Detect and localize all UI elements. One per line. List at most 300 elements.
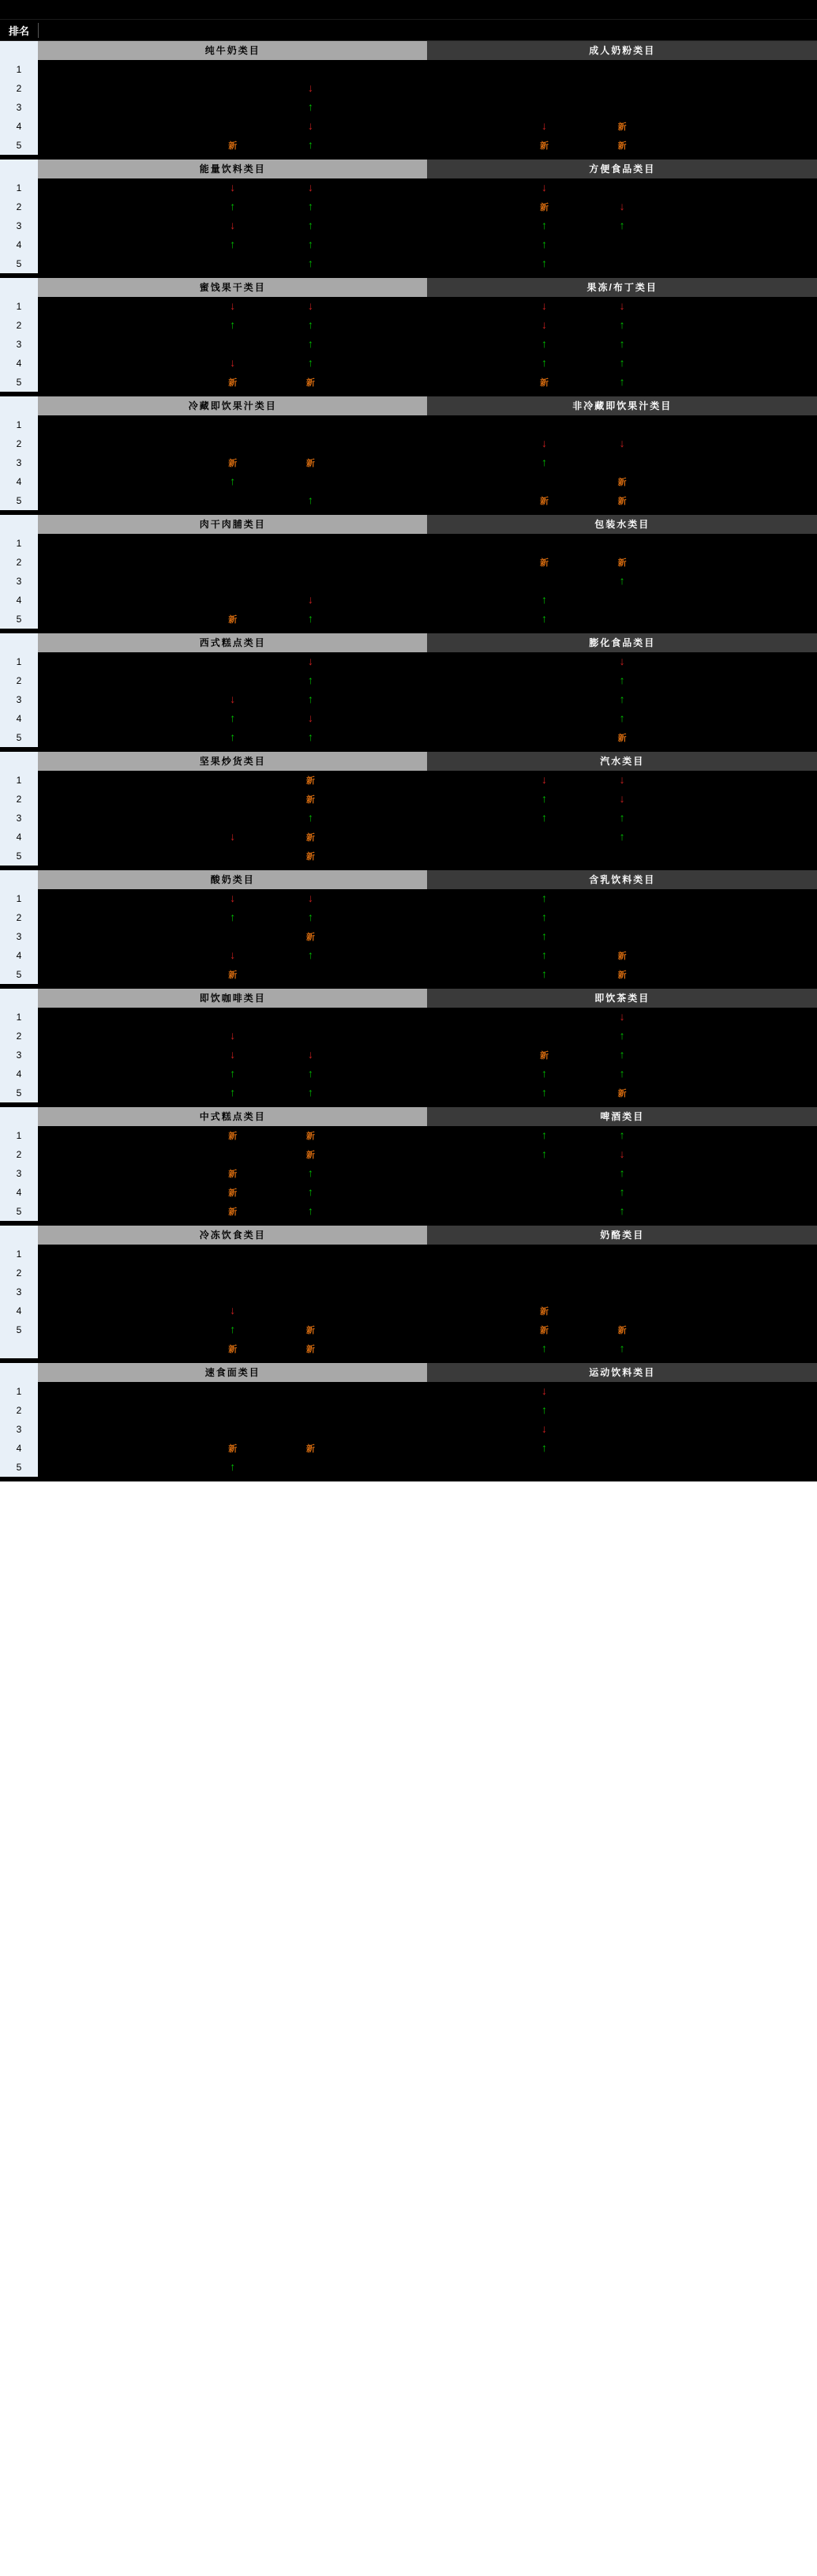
left-change-1: [193, 1320, 272, 1339]
left-product-cell: [116, 1282, 194, 1301]
arrow-down-icon: ↓: [307, 1048, 313, 1061]
new-badge: 新: [539, 1326, 549, 1335]
rank-header-label: 排名: [0, 23, 39, 38]
right-change-2: [583, 79, 661, 98]
rank-cell: 1: [0, 60, 38, 79]
new-badge: 新: [305, 776, 315, 786]
right-product-cell: [427, 453, 505, 472]
left-brand-cell: [38, 1339, 116, 1358]
right-change-2: [583, 1458, 661, 1477]
left-product-cell: [116, 1083, 194, 1102]
rank-cell: 2: [0, 434, 38, 453]
right-change-2: [583, 335, 661, 354]
right-product-cell: [427, 1439, 505, 1458]
arrow-up-icon: ↑: [541, 948, 547, 961]
arrow-up-icon: ↑: [541, 593, 547, 606]
rank-cell: 4: [0, 591, 38, 610]
left-brand-cell: [38, 354, 116, 373]
rank-cell: 2: [0, 79, 38, 98]
arrow-down-icon: ↓: [541, 773, 547, 786]
arrow-down-icon: ↓: [307, 81, 313, 94]
right-product-cell: [427, 354, 505, 373]
arrow-up-icon: ↑: [541, 1128, 547, 1141]
right-end-pad: [661, 809, 740, 828]
new-badge: 新: [305, 933, 315, 942]
rank-cell: 5: [0, 728, 38, 747]
new-badge: 新: [305, 1132, 315, 1141]
left-brand-cell: [38, 98, 116, 117]
left-product-cell: [116, 1183, 194, 1202]
rank-cell: 3: [0, 335, 38, 354]
rank-cell: 3: [0, 1164, 38, 1183]
mid-divider: [350, 709, 428, 728]
left-change-2: [272, 553, 350, 572]
left-brand-cell: [38, 1145, 116, 1164]
left-change-1: [193, 117, 272, 136]
right-product-cell: [427, 1458, 505, 1477]
right-end-pad: [661, 790, 740, 809]
mid-divider: [350, 434, 428, 453]
right-change-2: [583, 1164, 661, 1183]
right-product-cell: [427, 1401, 505, 1420]
right-category-title: 奶酪类目: [427, 1226, 817, 1245]
new-badge: 新: [617, 478, 627, 487]
left-change-1: [193, 1046, 272, 1065]
right-change-1: [505, 316, 583, 335]
arrow-up-icon: ↑: [230, 1323, 236, 1335]
arrow-up-icon: ↑: [619, 1128, 625, 1141]
table-row: [0, 1027, 817, 1046]
mid-divider: [350, 728, 428, 747]
left-product-cell: [116, 136, 194, 155]
left-brand-cell: [38, 690, 116, 709]
right-product-cell: [427, 491, 505, 510]
left-product-cell: [116, 117, 194, 136]
table-row: [0, 1145, 817, 1164]
new-badge: 新: [305, 795, 315, 805]
right-change-1: [505, 415, 583, 434]
new-badge: 新: [617, 497, 627, 506]
left-product-cell: [116, 297, 194, 316]
rank-cell: 2: [0, 1145, 38, 1164]
arrow-down-icon: ↓: [619, 1147, 625, 1160]
arrow-up-icon: ↑: [541, 1441, 547, 1454]
right-end-pad: [661, 415, 740, 434]
mid-divider: [350, 117, 428, 136]
arrow-down-icon: ↓: [541, 1422, 547, 1435]
left-product-cell: [116, 1339, 194, 1358]
right-product-cell: [427, 790, 505, 809]
mid-divider: [350, 553, 428, 572]
mid-divider: [350, 652, 428, 671]
rank-cell: 2: [0, 1401, 38, 1420]
table-row: [0, 60, 817, 79]
mid-divider: [350, 1145, 428, 1164]
mid-divider: [350, 1183, 428, 1202]
left-change-1: [193, 1264, 272, 1282]
left-product-cell: [116, 889, 194, 908]
right-change-1: [505, 652, 583, 671]
arrow-up-icon: ↑: [541, 1342, 547, 1354]
arrow-up-icon: ↑: [230, 911, 236, 923]
right-product-cell: [427, 1145, 505, 1164]
mid-divider: [350, 98, 428, 117]
rank-cell: 2: [0, 316, 38, 335]
mid-divider: [350, 1382, 428, 1401]
left-product-cell: [116, 534, 194, 553]
arrow-down-icon: ↓: [307, 712, 313, 724]
rank-cell: 1: [0, 1382, 38, 1401]
arrow-up-icon: ↑: [619, 356, 625, 369]
left-change-1: [193, 60, 272, 79]
mid-divider: [350, 136, 428, 155]
right-change-2: [583, 908, 661, 927]
left-change-1: [193, 235, 272, 254]
rank-cell: 5: [0, 1083, 38, 1102]
left-change-2: [272, 690, 350, 709]
rank-header-row: [0, 20, 817, 41]
new-badge: 新: [305, 1444, 315, 1454]
right-change-1: [505, 709, 583, 728]
right-product-cell: [427, 690, 505, 709]
right-product-cell: [427, 652, 505, 671]
right-change-2: [583, 117, 661, 136]
arrow-down-icon: ↓: [541, 437, 547, 449]
right-product-cell: [427, 847, 505, 866]
right-end-pad: [661, 1046, 740, 1065]
rank-cell: 4: [0, 354, 38, 373]
table-row: [0, 1401, 817, 1420]
right-change-2: [583, 373, 661, 392]
right-end-pad: [661, 60, 740, 79]
left-change-1: [193, 1145, 272, 1164]
left-change-2: [272, 1145, 350, 1164]
right-end-pad: [661, 1264, 740, 1282]
right-change-1: [505, 1401, 583, 1420]
arrow-up-icon: ↑: [619, 712, 625, 724]
category-block: [0, 752, 817, 866]
left-brand-cell: [38, 197, 116, 216]
left-product-cell: [116, 1027, 194, 1046]
left-brand-cell: [38, 591, 116, 610]
rank-cell: 1: [0, 1008, 38, 1027]
table-row: [0, 1439, 817, 1458]
mid-divider: [350, 534, 428, 553]
table-row: [0, 809, 817, 828]
left-product-cell: [116, 1245, 194, 1264]
left-change-2: [272, 1065, 350, 1083]
left-brand-cell: [38, 434, 116, 453]
right-change-1: [505, 1382, 583, 1401]
left-change-2: [272, 1420, 350, 1439]
mid-divider: [350, 335, 428, 354]
left-product-cell: [116, 354, 194, 373]
left-brand-cell: [38, 1008, 116, 1027]
mid-divider: [350, 1339, 428, 1358]
new-badge: 新: [305, 1151, 315, 1160]
table-row: [0, 136, 817, 155]
right-change-1: [505, 197, 583, 216]
right-product-cell: [427, 434, 505, 453]
right-change-1: [505, 434, 583, 453]
right-change-2: [583, 434, 661, 453]
arrow-down-icon: ↓: [307, 181, 313, 193]
left-brand-cell: [38, 847, 116, 866]
left-category-title: 速食面类目: [38, 1363, 427, 1382]
rank-cell: 5: [0, 847, 38, 866]
category-block: [0, 989, 817, 1102]
mid-divider: [350, 671, 428, 690]
right-product-cell: [427, 415, 505, 434]
table-row: [0, 1420, 817, 1439]
left-brand-cell: [38, 1164, 116, 1183]
right-product-cell: [427, 1046, 505, 1065]
left-brand-cell: [38, 1382, 116, 1401]
arrow-up-icon: ↑: [541, 967, 547, 980]
right-change-1: [505, 254, 583, 273]
left-brand-cell: [38, 373, 116, 392]
right-end-pad: [661, 316, 740, 335]
left-change-2: [272, 534, 350, 553]
arrow-down-icon: ↓: [230, 830, 236, 843]
left-product-cell: [116, 197, 194, 216]
arrow-down-icon: ↓: [230, 892, 236, 904]
rank-cell: 4: [0, 709, 38, 728]
rank-cell: 2: [0, 1264, 38, 1282]
left-change-2: [272, 136, 350, 155]
left-change-1: [193, 335, 272, 354]
rank-column-spacer: [0, 1226, 38, 1245]
left-change-1: [193, 197, 272, 216]
right-change-1: [505, 98, 583, 117]
left-category-title: 中式糕点类目: [38, 1107, 427, 1126]
new-badge: 新: [228, 1170, 238, 1179]
left-change-1: [193, 1126, 272, 1145]
mid-divider: [350, 889, 428, 908]
table-row: [0, 771, 817, 790]
right-change-2: [583, 927, 661, 946]
right-change-2: [583, 136, 661, 155]
rank-cell: 1: [0, 178, 38, 197]
left-product-cell: [116, 652, 194, 671]
left-change-2: [272, 728, 350, 747]
left-change-2: [272, 1401, 350, 1420]
mid-divider: [350, 491, 428, 510]
table-row: [0, 790, 817, 809]
new-badge: 新: [228, 1188, 238, 1198]
right-change-1: [505, 297, 583, 316]
left-brand-cell: [38, 1027, 116, 1046]
rank-cell: 3: [0, 1046, 38, 1065]
right-change-1: [505, 728, 583, 747]
right-end-pad: [661, 889, 740, 908]
table-row: [0, 1264, 817, 1282]
table-row: [0, 610, 817, 629]
right-product-cell: [427, 1420, 505, 1439]
arrow-up-icon: ↑: [541, 1067, 547, 1080]
new-badge: 新: [617, 122, 627, 132]
right-category-title: 非冷藏即饮果汁类目: [427, 396, 817, 415]
arrow-up-icon: ↑: [541, 1086, 547, 1098]
rank-column-spacer: [0, 396, 38, 415]
left-brand-cell: [38, 235, 116, 254]
rank-cell: 3: [0, 453, 38, 472]
right-change-1: [505, 610, 583, 629]
new-badge: 新: [228, 1132, 238, 1141]
right-end-pad: [661, 1301, 740, 1320]
left-change-2: [272, 297, 350, 316]
mid-divider: [350, 1065, 428, 1083]
rank-cell: 5: [0, 373, 38, 392]
left-change-1: [193, 1164, 272, 1183]
mid-divider: [350, 847, 428, 866]
left-change-1: [193, 1245, 272, 1264]
mid-divider: [350, 927, 428, 946]
mid-divider: [350, 235, 428, 254]
right-change-1: [505, 136, 583, 155]
left-product-cell: [116, 1126, 194, 1145]
right-end-pad: [661, 235, 740, 254]
table-row: [0, 98, 817, 117]
rank-cell: 2: [0, 197, 38, 216]
arrow-up-icon: ↑: [541, 792, 547, 805]
left-brand-cell: [38, 1301, 116, 1320]
right-end-pad: [661, 1083, 740, 1102]
left-change-1: [193, 1420, 272, 1439]
new-badge: 新: [305, 1345, 315, 1354]
left-change-1: [193, 1183, 272, 1202]
left-change-2: [272, 946, 350, 965]
right-change-1: [505, 671, 583, 690]
arrow-up-icon: ↑: [541, 219, 547, 231]
rank-cell: 5: [0, 1202, 38, 1221]
mid-divider: [350, 1264, 428, 1282]
rank-cell: 3: [0, 216, 38, 235]
arrow-up-icon: ↑: [307, 911, 313, 923]
arrow-up-icon: ↑: [230, 1460, 236, 1473]
arrow-down-icon: ↓: [230, 693, 236, 705]
table-row: [0, 434, 817, 453]
right-product-cell: [427, 591, 505, 610]
table-row: [0, 553, 817, 572]
right-product-cell: [427, 965, 505, 984]
arrow-up-icon: ↑: [307, 1204, 313, 1217]
table-row: [0, 254, 817, 273]
table-row: [0, 178, 817, 197]
right-change-1: [505, 1164, 583, 1183]
top-bar: [0, 0, 817, 20]
table-row: [0, 889, 817, 908]
left-product-cell: [116, 1008, 194, 1027]
left-change-2: [272, 965, 350, 984]
mid-divider: [350, 373, 428, 392]
right-change-1: [505, 1320, 583, 1339]
left-change-1: [193, 553, 272, 572]
right-change-1: [505, 178, 583, 197]
right-change-1: [505, 771, 583, 790]
left-brand-cell: [38, 254, 116, 273]
category-block: [0, 160, 817, 273]
left-change-1: [193, 316, 272, 335]
right-change-2: [583, 1202, 661, 1221]
arrow-up-icon: ↑: [619, 1029, 625, 1042]
right-product-cell: [427, 1008, 505, 1027]
right-category-title: 果冻/布丁类目: [427, 278, 817, 297]
arrow-down-icon: ↓: [307, 655, 313, 667]
arrow-down-icon: ↓: [230, 299, 236, 312]
right-product-cell: [427, 1301, 505, 1320]
arrow-up-icon: ↑: [307, 1166, 313, 1179]
right-end-pad: [661, 491, 740, 510]
left-brand-cell: [38, 946, 116, 965]
right-end-pad: [661, 1202, 740, 1221]
left-product-cell: [116, 98, 194, 117]
right-change-2: [583, 790, 661, 809]
left-product-cell: [116, 79, 194, 98]
left-change-2: [272, 889, 350, 908]
right-change-2: [583, 709, 661, 728]
right-change-1: [505, 1008, 583, 1027]
right-change-1: [505, 553, 583, 572]
new-badge: 新: [228, 141, 238, 151]
table-row: [0, 908, 817, 927]
left-product-cell: [116, 908, 194, 927]
table-row: [0, 946, 817, 965]
rank-column-spacer: [0, 870, 38, 889]
right-product-cell: [427, 60, 505, 79]
left-change-2: [272, 472, 350, 491]
right-end-pad: [661, 671, 740, 690]
right-product-cell: [427, 1083, 505, 1102]
left-brand-cell: [38, 453, 116, 472]
right-product-cell: [427, 254, 505, 273]
right-product-cell: [427, 828, 505, 847]
right-product-cell: [427, 1245, 505, 1264]
arrow-down-icon: ↓: [230, 1304, 236, 1316]
left-category-title: 冷藏即饮果汁类目: [38, 396, 427, 415]
left-change-1: [193, 728, 272, 747]
left-change-1: [193, 1458, 272, 1477]
right-change-2: [583, 1301, 661, 1320]
category-block: [0, 396, 817, 510]
right-change-1: [505, 1245, 583, 1264]
new-badge: 新: [539, 378, 549, 388]
left-brand-cell: [38, 927, 116, 946]
left-change-1: [193, 178, 272, 197]
right-end-pad: [661, 690, 740, 709]
left-product-cell: [116, 1065, 194, 1083]
mid-divider: [350, 297, 428, 316]
new-badge: 新: [228, 459, 238, 468]
rank-cell: 4: [0, 1065, 38, 1083]
left-product-cell: [116, 415, 194, 434]
right-product-cell: [427, 1027, 505, 1046]
left-category-title: 酸奶类目: [38, 870, 427, 889]
left-change-1: [193, 1282, 272, 1301]
left-change-2: [272, 178, 350, 197]
right-change-1: [505, 946, 583, 965]
right-end-pad: [661, 1420, 740, 1439]
right-change-2: [583, 671, 661, 690]
right-change-1: [505, 1458, 583, 1477]
left-brand-cell: [38, 553, 116, 572]
new-badge: 新: [539, 1051, 549, 1061]
left-change-1: [193, 491, 272, 510]
arrow-down-icon: ↓: [541, 318, 547, 331]
left-change-1: [193, 415, 272, 434]
arrow-down-icon: ↓: [619, 773, 625, 786]
left-change-1: [193, 790, 272, 809]
